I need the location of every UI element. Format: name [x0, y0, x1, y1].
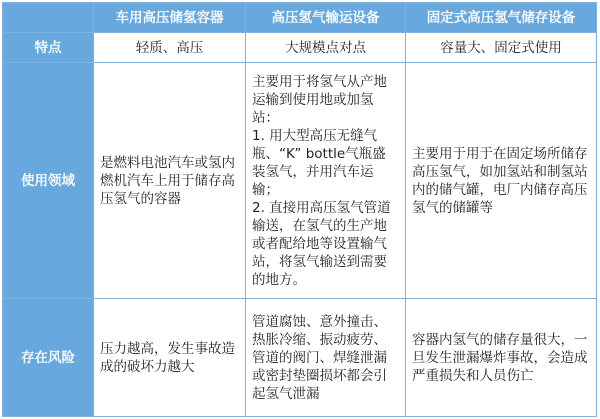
- risk-vehicle: 压力越高，发生事故造成的破坏力越大: [94, 299, 246, 417]
- row-label-usage: 使用领域: [3, 63, 94, 299]
- usage-transport: [246, 63, 406, 299]
- header-corner: [3, 3, 94, 33]
- features-stationary: 容量大、固定式使用: [406, 33, 597, 63]
- features-transport: 大规模点对点: [246, 33, 406, 63]
- row-label-features: 特点: [3, 33, 94, 63]
- usage-transport-item-2: 2. 直接用高压氢气管道输送，在氢气的生产地或者配给地等设置输气站，将氢气输送到需要的地方。: [252, 199, 391, 288]
- risk-transport: 管道腐蚀、意外撞击、热胀冷缩、振动疲劳、管道的阀门、焊缝泄漏或密封垫圈损坏都会引起氢气泄漏: [246, 299, 406, 417]
- header-vehicle-container: 车用高压储氢容器: [94, 3, 246, 33]
- usage-vehicle: 是燃料电池汽车或氢内燃机汽车上用于储存高压氢气的容器: [94, 63, 246, 299]
- usage-transport-item-1: 1. 用大型高压无缝气瓶、“K” bottle气瓶盛装氢气，并用汽车运输；: [252, 127, 386, 198]
- features-row: [3, 33, 597, 63]
- usage-stationary: 主要用于用于在固定场所储存高压氢气，如加氢站和制氢站内的储气罐，电厂内储存高压氢气的储罐等: [406, 63, 597, 299]
- risk-row: [3, 299, 597, 417]
- risk-stationary: 容器内氢气的储存量很大，一旦发生泄漏爆炸事故，会造成严重损失和人员伤亡: [406, 299, 597, 417]
- usage-row: [3, 63, 597, 299]
- comparison-table: [2, 2, 597, 417]
- header-stationary-storage: 固定式高压氢气储存设备: [406, 3, 597, 33]
- header-transport-equipment: 高压氢气输运设备: [246, 3, 406, 33]
- usage-transport-intro: 主要用于将氢气从产地运输到使用地或加氢站：: [252, 73, 387, 126]
- features-vehicle: 轻质、高压: [94, 33, 246, 63]
- row-label-risk: 存在风险: [3, 299, 94, 417]
- header-row: [3, 3, 597, 33]
